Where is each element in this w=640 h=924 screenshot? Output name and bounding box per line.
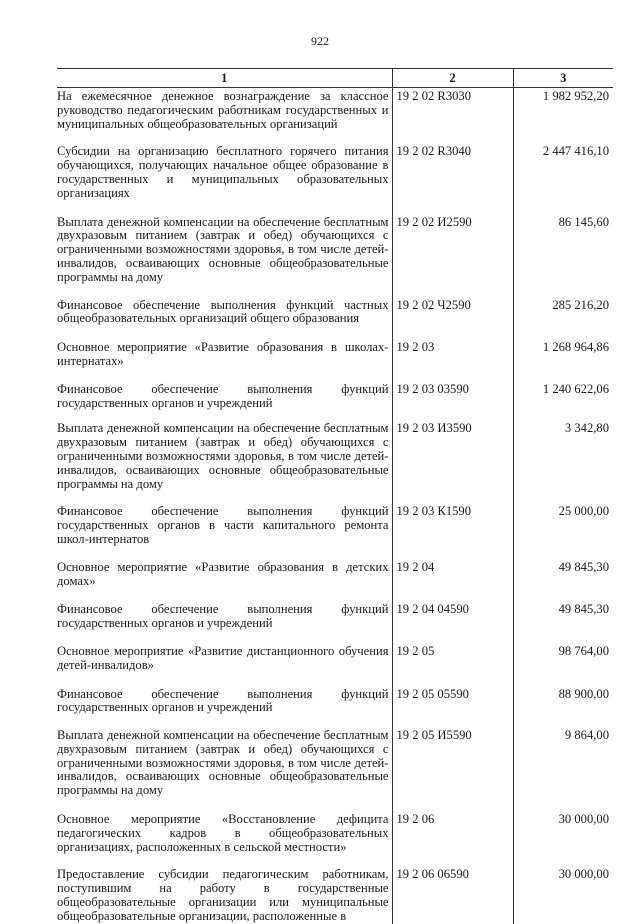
table-row: [57, 143, 613, 213]
row-name: Финансовое обеспечение выполнения функций государственных органов и учреждений: [57, 381, 389, 410]
row-name: Основное мероприятие «Развитие дистанционного обучения детей-инвалидов»: [57, 643, 389, 672]
row-amount: 285 216,20: [513, 297, 613, 340]
row-amount: 30 000,00: [513, 811, 613, 866]
row-amount: 1 982 952,20: [513, 88, 613, 144]
row-code: 19 2 04 04590: [392, 601, 513, 643]
table-row: [57, 643, 613, 686]
row-name: Выплата денежной компенсации на обеспечение бесплатным двухразовым питанием (завтрак и обед) обучающихся с ограниченными возможностями здоровья, в том числе детей-инвалидов, осваивающих основные общеобразовательные программы на дому: [57, 728, 389, 798]
table-row: [57, 811, 613, 866]
row-name: Основное мероприятие «Восстановление дефицита педагогических кадров в общеобразовательных организациях, расположенных в сельской местности»: [57, 812, 389, 854]
row-name: Выплата денежной компенсации на обеспечение бесплатным двухразовым питанием (завтрак и обед) обучающихся с ограниченными возможностями здоровья, в том числе детей-инвалидов, осваивающих основные общеобразовательные программы на дому: [57, 214, 389, 284]
row-name: Основное мероприятие «Развитие образования в детских домах»: [57, 559, 389, 588]
table-row: [57, 686, 613, 728]
row-amount: 98 764,00: [513, 643, 613, 686]
row-code: 19 2 06: [392, 811, 513, 866]
row-code: 19 2 03: [392, 339, 513, 381]
row-name: Финансовое обеспечение выполнения функций государственных органов в части капитального ремонта школ-интернатов: [57, 504, 389, 546]
row-amount: 1 240 622,06: [513, 381, 613, 421]
row-amount: 49 845,30: [513, 601, 613, 643]
row-amount: 1 268 964,86: [513, 339, 613, 381]
table-row: [57, 866, 613, 923]
table-row: [57, 214, 613, 297]
table-row: [57, 601, 613, 643]
row-code: 19 2 02 Ч2590: [392, 297, 513, 340]
table-row: [57, 559, 613, 602]
row-amount: 2 447 416,10: [513, 143, 613, 213]
row-name: Основное мероприятие «Развитие образования в школах-интернатах»: [57, 340, 389, 368]
row-code: 19 2 03 03590: [392, 381, 513, 421]
row-code: 19 2 04: [392, 559, 513, 602]
table-body: [57, 88, 613, 924]
row-code: 19 2 06 06590: [392, 866, 513, 923]
row-amount: 3 342,80: [513, 420, 613, 503]
table-row: [57, 420, 613, 503]
table-row: [57, 381, 613, 421]
budget-table: [57, 68, 613, 924]
row-name: Финансовое обеспечение выполнения функций государственных органов и учреждений: [57, 686, 389, 715]
row-code: 19 2 03 И3590: [392, 420, 513, 503]
row-amount: 49 845,30: [513, 559, 613, 602]
table-row: [57, 297, 613, 340]
row-name: Финансовое обеспечение выполнения функций государственных органов и учреждений: [57, 602, 389, 631]
table-header-row: [57, 69, 613, 88]
row-name: Финансовое обеспечение выполнения функций частных общеобразовательных организаций общего образования: [57, 297, 389, 326]
table-row: [57, 339, 613, 381]
table-row: [57, 88, 613, 144]
row-amount: 88 900,00: [513, 686, 613, 728]
column-header-amount: 3: [513, 69, 613, 88]
row-code: 19 2 05: [392, 643, 513, 686]
row-code: 19 2 02 R3040: [392, 143, 513, 213]
column-header-code: 2: [392, 69, 513, 88]
row-name: На ежемесячное денежное вознаграждение за классное руководство педагогическим работникам государственных и муниципальных общеобразовательных организаций: [57, 89, 389, 131]
row-code: 19 2 02 R3030: [392, 88, 513, 144]
page-number: 922: [311, 34, 329, 48]
row-amount: 30 000,00: [513, 866, 613, 923]
row-name: Предоставление субсидии педагогическим работникам, поступившим на работу в государственные общеобразовательные организации или муниципальные общеобразовательные организации, расположенные в: [57, 867, 389, 923]
table-row: [57, 727, 613, 811]
row-name: Выплата денежной компенсации на обеспечение бесплатным двухразовым питанием (завтрак и обед) обучающихся с ограниченными возможностями здоровья, в том числе детей-инвалидов, осваивающих основные общеобразовательные программы на дому: [57, 421, 389, 491]
row-code: 19 2 05 05590: [392, 686, 513, 728]
row-amount: 25 000,00: [513, 503, 613, 558]
row-amount: 9 864,00: [513, 727, 613, 811]
row-code: 19 2 02 И2590: [392, 214, 513, 297]
table-row: [57, 503, 613, 558]
row-amount: 86 145,60: [513, 214, 613, 297]
column-header-name: 1: [57, 69, 392, 88]
row-code: 19 2 03 К1590: [392, 503, 513, 558]
row-code: 19 2 05 И5590: [392, 727, 513, 811]
row-name: Субсидии на организацию бесплатного горячего питания обучающихся, получающих начальное общее образование в государственных и муниципальных образовательных организациях: [57, 144, 389, 200]
